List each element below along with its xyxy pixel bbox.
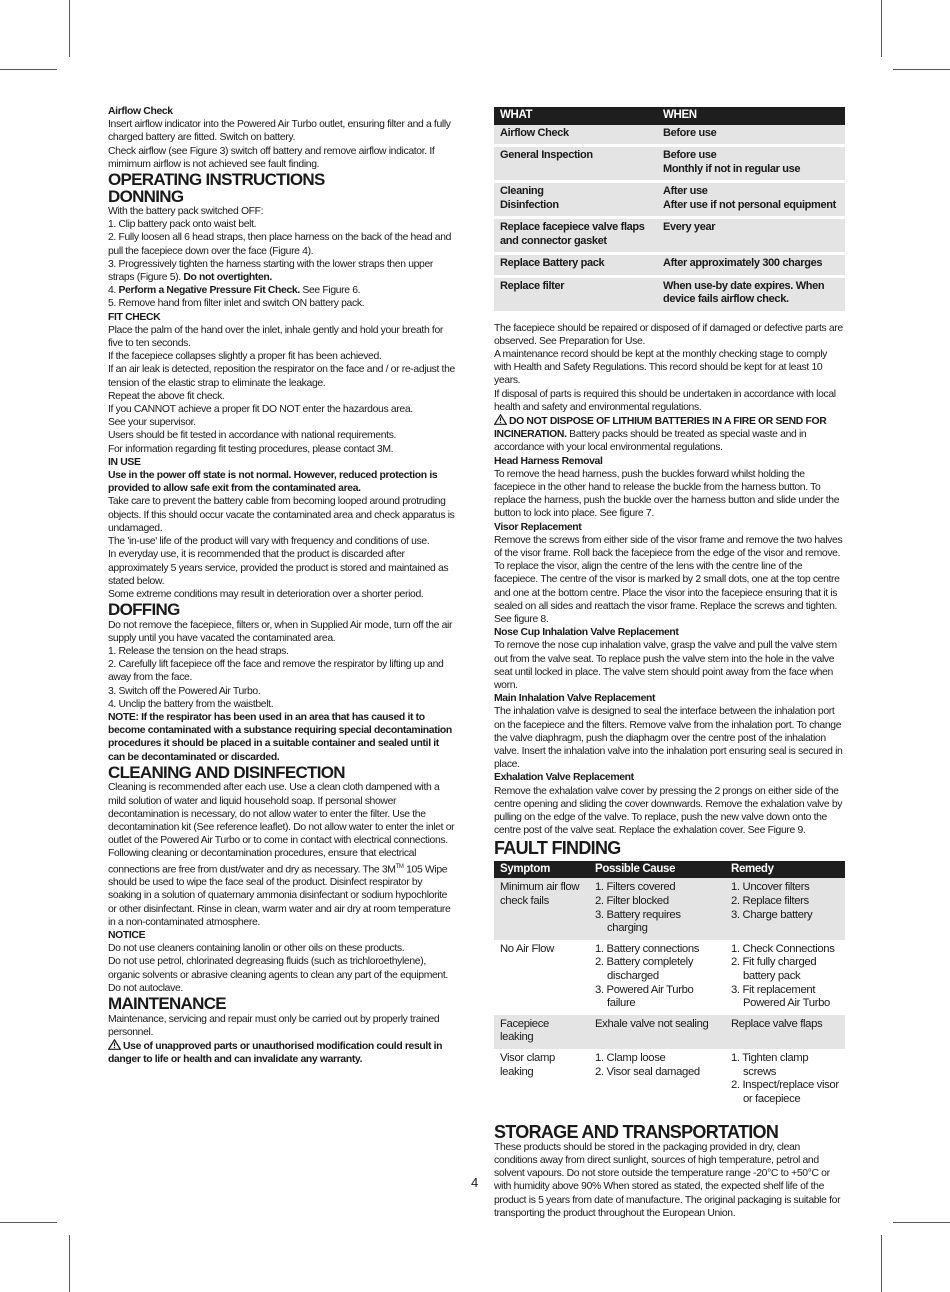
fault-remedy-cell bbox=[725, 1049, 845, 1110]
donning-intro: With the battery pack switched OFF: bbox=[108, 206, 264, 218]
schedule-what-cell: Replace filter bbox=[494, 278, 657, 314]
right-column bbox=[494, 105, 844, 1220]
fault-symptom-cell: No Air Flow bbox=[500, 942, 554, 955]
list-item: 2. Fit fully charged battery pack bbox=[731, 956, 817, 982]
in-use-heading: IN USE bbox=[108, 456, 141, 468]
fault-list bbox=[595, 943, 719, 1011]
list-item: 1. Filters covered bbox=[595, 881, 676, 894]
schedule-when-cell: Before use Monthly if not in regular use bbox=[657, 147, 845, 183]
battery-warning-bold: DO NOT DISPOSE OF LITHIUM BATTERIES IN A FIRE OR SEND FOR INCINERATION. bbox=[494, 415, 827, 441]
maintenance-schedule-table bbox=[494, 107, 845, 314]
crop-mark bbox=[881, 1235, 882, 1292]
warning-icon bbox=[108, 1039, 121, 1050]
header-remedy: Remedy bbox=[725, 861, 845, 879]
crop-mark bbox=[69, 0, 70, 57]
fault-table-body bbox=[494, 878, 845, 1110]
list-item: 1. Check Connections bbox=[731, 942, 835, 955]
nose-cup-text: To remove the nose cup inhalation valve, grasp the valve and pull the valve stem out from the valve seat. To replace push the valve stem into the hole in the valve seat until locked in place. The valve stem should point away from the face when worn. bbox=[494, 640, 837, 691]
disposal-text: If disposal of parts is required this should be undertaken in accordance with local health and safety and environmental regulations. bbox=[494, 388, 836, 413]
schedule-what-cell: Replace facepiece valve flaps and connector gasket bbox=[494, 219, 657, 255]
list-item: 2. Battery completely discharged bbox=[595, 956, 694, 982]
schedule-what-cell: General Inspection bbox=[494, 147, 657, 183]
exhalation-heading: Exhalation Valve Replacement bbox=[494, 772, 634, 784]
disposal-text: The facepiece should be repaired or disposed of if damaged or defective parts are observed. See Preparation for Use. bbox=[494, 322, 843, 347]
header-what: WHAT bbox=[494, 107, 657, 125]
doffing-step: 3. Switch off the Powered Air Turbo. bbox=[108, 685, 261, 697]
fault-list bbox=[595, 1018, 719, 1032]
crop-mark bbox=[881, 0, 882, 57]
in-use-text: Take care to prevent the battery cable from becoming looped around protruding objects. If this should occur vacate the contaminated area and check apparatus is undamaged. bbox=[108, 496, 455, 534]
donning-step-text: 3. Progressively tighten the harness starting with the lower straps then upper straps (Figure 5). bbox=[108, 258, 434, 284]
notice-text: Do not use petrol, chlorinated degreasing fluids (such as trichloroethylene), organic solvents or abrasive cleaning agents to clean any part of the equipment. bbox=[108, 956, 448, 981]
storage-text: These products should be stored in the packaging provided in dry, clean conditions away from direct sunlight, sources of high temperature, petrol and solvent vapours. Do not store outside the temperature range -20°C to +50°C or with humidity above 90% When stored as stated, the expected shelf life of the product is 5 years from date of manufacture. The original packaging is suitable for transporting the product throughout the European Union. bbox=[494, 1141, 841, 1219]
operating-instructions-heading: OPERATING INSTRUCTIONS bbox=[108, 170, 325, 190]
list-item: 1. Tighten clamp screws bbox=[731, 1051, 809, 1078]
schedule-when-cell: When use-by date expires. When device fails airflow check. bbox=[657, 278, 845, 314]
crop-mark bbox=[0, 69, 57, 70]
donning-heading: DONNING bbox=[108, 186, 184, 206]
in-use-text: The 'in-use' life of the product will vary with frequency and conditions of use. bbox=[108, 536, 430, 548]
list-item: 1. Battery connections bbox=[595, 942, 700, 955]
list-item: 3. Battery requires charging bbox=[595, 908, 681, 935]
page-number: 4 bbox=[471, 1175, 479, 1190]
airflow-check-text: Insert airflow indicator into the Powered Air Turbo outlet, ensuring filter and a fully charged battery are fitted. Switch on battery. bbox=[108, 119, 451, 144]
fault-symptom-cell: Visor clamp leaking bbox=[500, 1051, 555, 1078]
list-item: 1. Uncover filters bbox=[731, 881, 810, 894]
doffing-heading: DOFFING bbox=[108, 600, 180, 620]
in-use-text: In everyday use, it is recommended that the product is discarded after approximately 5 years service, provided the product is stored and maintained as stated below. bbox=[108, 549, 449, 587]
fault-list bbox=[731, 1052, 839, 1106]
fit-check-text: See your supervisor. bbox=[108, 417, 196, 429]
main-inhalation-text: The inhalation valve is designed to seal the interface between the inhalation port on the facepiece and the filters. Remove valve from the inhalation port. To change the valve diaphragm, push the diaphagm over the centre post of the inhalation valve. Insert the inhalation valve into the inhalation port ensuring seal is secured in place. bbox=[494, 706, 843, 771]
fault-cause-cell bbox=[589, 878, 725, 939]
doffing-step: 1. Release the tension on the head straps. bbox=[108, 646, 289, 658]
cleaning-text-part: Cleaning is recommended after each use. Use a clean cloth dampened with a mild solution of water and liquid household soap. If personal shower decontamination is necessary, do not allow water to enter the filter. Use the decontamination kit (See reference leaflet). Do not allow water to enter the inlet or outlet of the Powered Air Turbo or to come in contact with electrical connections. Following cleaning or decontamination procedures, ensure that electrical connections are free from dust/water and dry as necessary. The 3M bbox=[108, 782, 455, 876]
table-row bbox=[494, 940, 845, 1015]
list-item: 3. Powered Air Turbo failure bbox=[595, 983, 694, 1010]
doffing-intro: Do not remove the facepiece, filters or, when in Supplied Air mode, turn off the air supply until you have vacated the contaminated area. bbox=[108, 619, 453, 644]
in-use-warning: Use in the power off state is not normal. However, reduced protection is provided to allow safe exit from the contaminated area. bbox=[108, 470, 438, 495]
maintenance-heading: MAINTENANCE bbox=[108, 994, 226, 1014]
fit-check-text: If you CANNOT achieve a proper fit DO NOT enter the hazardous area. bbox=[108, 404, 413, 416]
fit-check-heading: FIT CHECK bbox=[108, 311, 161, 323]
maintenance-warning bbox=[108, 1039, 458, 1066]
donning-step-bold: Perform a Negative Pressure Fit Check. bbox=[118, 285, 300, 297]
list-item: 2. Replace filters bbox=[731, 895, 809, 908]
schedule-what-cell: Replace Battery pack bbox=[494, 255, 657, 278]
fault-remedy-cell bbox=[725, 940, 845, 1015]
table-header-row bbox=[494, 861, 845, 879]
table-row bbox=[494, 1015, 845, 1049]
table-row bbox=[494, 219, 845, 255]
fit-check-text: Users should be fit tested in accordance with national requirements. bbox=[108, 430, 397, 442]
fit-check-text: For information regarding fit testing procedures, please contact 3M. bbox=[108, 443, 394, 455]
disposal-section bbox=[494, 322, 844, 838]
battery-warning-text: Battery packs should be treated as special waste and in accordance with your local environmental regulations. bbox=[494, 429, 807, 454]
list-item: 3. Charge battery bbox=[731, 908, 813, 921]
list-item: 2. Filter blocked bbox=[595, 895, 669, 908]
fault-finding-heading: FAULT FINDING bbox=[494, 838, 621, 859]
donning-step: 2. Fully loosen all 6 head straps, then place harness on the back of the head and pull the facepiece down over the face (Figure 4). bbox=[108, 232, 452, 257]
table-row bbox=[494, 255, 845, 278]
visor-heading: Visor Replacement bbox=[494, 521, 582, 533]
crop-mark bbox=[69, 1235, 70, 1292]
notice-heading: NOTICE bbox=[108, 930, 146, 942]
table-row bbox=[494, 878, 845, 939]
donning-step: 5. Remove hand from filter inlet and switch ON battery pack. bbox=[108, 298, 365, 310]
schedule-when-cell: Before use bbox=[657, 125, 845, 148]
table-row bbox=[494, 183, 845, 219]
in-use-text: Some extreme conditions may result in deterioration over a shorter period. bbox=[108, 588, 424, 600]
notice-text: Do not use cleaners containing lanolin or other oils on these products. bbox=[108, 943, 405, 955]
head-harness-heading: Head Harness Removal bbox=[494, 455, 603, 467]
donning-step-bold: Do not overtighten. bbox=[183, 272, 272, 284]
fit-check-text: Repeat the above fit check. bbox=[108, 390, 225, 402]
airflow-check-heading: Airflow Check bbox=[108, 106, 173, 117]
left-column bbox=[108, 105, 458, 1066]
fault-list bbox=[731, 1018, 839, 1032]
fault-finding-table bbox=[494, 861, 845, 1110]
schedule-when-cell: After approximately 300 charges bbox=[657, 255, 845, 278]
fault-remedy-cell bbox=[725, 878, 845, 939]
cleaning-text bbox=[108, 781, 458, 929]
schedule-when-cell: After use After use if not personal equipment bbox=[657, 183, 845, 219]
doffing-step: 4. Unclip the battery from the waistbelt. bbox=[108, 698, 274, 710]
main-inhalation-heading: Main Inhalation Valve Replacement bbox=[494, 693, 656, 705]
donning-step bbox=[108, 258, 458, 284]
fault-list bbox=[731, 881, 839, 922]
storage-heading: STORAGE AND TRANSPORTATION bbox=[494, 1122, 779, 1143]
fault-cause-cell bbox=[589, 940, 725, 1015]
list-item: 2. Inspect/replace visor or facepiece bbox=[731, 1079, 839, 1105]
schedule-table-body bbox=[494, 125, 845, 314]
fault-remedy-cell bbox=[725, 1015, 845, 1049]
maintenance-text: Maintenance, servicing and repair must only be carried out by properly trained personnel. bbox=[108, 1013, 440, 1038]
donning-step-text: See Figure 6. bbox=[302, 285, 361, 297]
table-row bbox=[494, 125, 845, 148]
fault-cause-cell bbox=[589, 1049, 725, 1110]
nose-cup-heading: Nose Cup Inhalation Valve Replacement bbox=[494, 627, 679, 639]
donning-step-num: 4. bbox=[108, 285, 116, 297]
fit-check-text: If the facepiece collapses slightly a proper fit has been achieved. bbox=[108, 351, 382, 363]
cleaning-heading: CLEANING AND DISINFECTION bbox=[108, 762, 345, 782]
warning-icon bbox=[494, 414, 507, 425]
list-item: Replace valve flaps bbox=[731, 1017, 823, 1030]
schedule-what-cell: Airflow Check bbox=[494, 125, 657, 148]
table-header-row bbox=[494, 107, 845, 125]
fault-cause-cell bbox=[589, 1015, 725, 1049]
crop-mark bbox=[893, 69, 950, 70]
list-item: 3. Fit replacement Powered Air Turbo bbox=[731, 983, 830, 1010]
visor-text: Remove the screws from either side of the visor frame and remove the two halves of the visor frame. Roll back the facepiece from the edge of the visor and remove. To replace the visor, align the centre of the lens with the centre line of the facepiece. The centre of the visor is marked by 2 small dots, one at the top centre and one at the bottom centre. Place the visor into the facepiece ensuring that it is sealed on all sides and reattach the visor frame. Replace the screws and tighten. See figure 8. bbox=[494, 534, 843, 625]
header-when: WHEN bbox=[657, 107, 845, 125]
fault-list bbox=[731, 943, 839, 1011]
list-item: Exhale valve not sealing bbox=[595, 1017, 709, 1030]
donning-step bbox=[108, 284, 458, 297]
fault-symptom-cell: Facepiece leaking bbox=[494, 1015, 589, 1049]
crop-mark bbox=[0, 1222, 57, 1223]
battery-warning bbox=[494, 414, 844, 455]
table-row bbox=[494, 278, 845, 314]
trademark-mark: TM bbox=[395, 863, 404, 870]
donning-step: 1. Clip battery pack onto waist belt. bbox=[108, 219, 257, 231]
table-row bbox=[494, 1049, 845, 1110]
fit-check-text: Place the palm of the hand over the inlet, inhale gently and hold your breath for five to ten seconds. bbox=[108, 324, 443, 350]
exhalation-text: Remove the exhalation valve cover by pressing the 2 prongs on either side of the centre opening and sliding the cover downwards. Remove the exhalation valve by pulling on the edge of the valve. To replace, push the new valve down onto the centre post of the valve seat. Replace the exhalation cover. See Figure 9. bbox=[494, 785, 843, 837]
list-item: 2. Visor seal damaged bbox=[595, 1065, 700, 1078]
fault-symptom-cell: Minimum air flow check fails bbox=[494, 878, 589, 939]
header-symptom: Symptom bbox=[494, 861, 589, 879]
fault-list bbox=[595, 881, 719, 935]
fit-check-text: If an air leak is detected, reposition the respirator on the face and / or re-adjust the tension of the elastic strap to eliminate the leakage. bbox=[108, 364, 455, 389]
notice-text: Do not autoclave. bbox=[108, 982, 183, 994]
schedule-when-cell: Every year bbox=[657, 219, 845, 255]
table-row bbox=[494, 147, 845, 183]
crop-mark bbox=[893, 1222, 950, 1223]
doffing-step: 2. Carefully lift facepiece off the face and remove the respirator by lifting up and away from the face. bbox=[108, 659, 444, 684]
fault-list bbox=[595, 1052, 719, 1079]
airflow-check-text: Check airflow (see Figure 3) switch off battery and remove airflow indicator. If mimimum airflow is not achieved see fault finding. bbox=[108, 145, 435, 170]
list-item: 1. Clamp loose bbox=[595, 1051, 666, 1064]
schedule-what-cell: Cleaning Disinfection bbox=[494, 183, 657, 219]
maintenance-warning-text: Use of unapproved parts or unauthorised modification could result in danger to life or health and can invalidate any warranty. bbox=[108, 1040, 443, 1066]
header-possible-cause: Possible Cause bbox=[589, 861, 725, 879]
disposal-text: A maintenance record should be kept at the monthly checking stage to comply with Health and Safety Regulations. This record should be kept for at least 10 years. bbox=[494, 348, 828, 387]
cleaning-text-part: 105 Wipe should be used to wipe the face seal of the product. Disinfect respirator by soaking in a solution of quaternary ammonia disinfectant or sodium hypochlorite or other disinfectant. Rinse in clean, warm water and air dry at room temperature in a non-contaminated atmosphere. bbox=[108, 864, 451, 928]
head-harness-text: To remove the head harness, push the buckles forward whilst holding the facepiece in the other hand to release the buckle from the harness button. To replace the harness, push the buckle over the harness button and slide under the button to lock into place. See figure 7. bbox=[494, 468, 840, 520]
doffing-note: NOTE: If the respirator has been used in an area that has caused it to become contaminated with a substance requiring special decontamination procedures it should be placed in a suitable container and sealed until it can be decontaminated or discarded. bbox=[108, 712, 452, 763]
